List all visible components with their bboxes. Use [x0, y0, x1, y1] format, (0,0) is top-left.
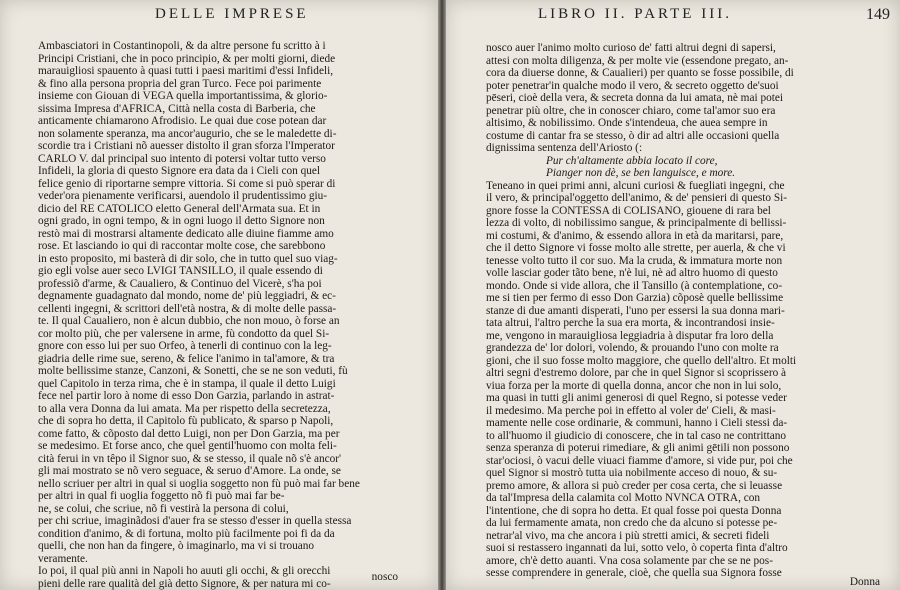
text-line: marauigliosi spauento à quasi tutti i paesi maritimi d'essi Infideli, — [38, 65, 334, 77]
text-line: grandezza de' lor dolori, volendo, & prouando l'uno con molte ra — [486, 342, 779, 354]
text-line: felice genio di riportarne sempre vittoria. Si come si può sperar di — [38, 177, 336, 190]
text-line: degnamente guadagnato dal mondo, nome de' più leggiadri, & ec- — [38, 290, 336, 302]
text-line: veramente. — [38, 552, 88, 565]
text-line: altri segni d'estremo dolore, par che in quel Signor si scoprissero à — [486, 367, 787, 379]
text-line: sissima Impresa d'AFRICA, Città nella costa di Barberia, che — [38, 102, 316, 115]
text-line: che di sopra ho detta, il Capitolo fù publicato, & sparso p Napoli, — [38, 415, 334, 427]
text-line: come fatto, & cõposto dal detto Luigi, non per Don Garzia, ma per — [38, 427, 340, 440]
text-line: penetrar più oltre, che in conoscer chiaro, come tal'amor suo era — [486, 104, 776, 117]
left-page — [0, 0, 438, 590]
text-line: Ambasciatori in Costantinopoli, & da altre persone fu scritto à i — [38, 40, 326, 52]
text-line: in esto proposito, mi basterà di dir solo, che in tutto quel suo viag- — [38, 252, 338, 265]
text-line: cellenti ingegni, & scrittori dell'età nostra, & di molte delle passa- — [38, 302, 337, 315]
text-line: stanze di due amanti disperati, l'uno per essersi la sua donna mari- — [486, 304, 785, 317]
text-line: scordie tra i Cristiani nõ auesser distolto il gran sforza l'Imperator — [38, 140, 335, 152]
text-line: Pur ch'altamente abbia locato il core, — [546, 154, 718, 167]
text-line: Principi Cristiani, che in poco principio, & per molti giorni, diede — [38, 52, 336, 65]
text-line: suoi si restassero ingannati da lui, sotto velo, ò coperta finta d'altro — [486, 542, 788, 554]
text-line: ne, se colui, che scriue, nõ fi vestirà la persona di colui, — [38, 502, 289, 515]
text-line: mamente nelle cose ordinarie, & communi, hanno i Cieli stessi da- — [486, 417, 788, 429]
text-line: amore, ch'è detto auanti. Vna cosa solamente par che se ne pos- — [486, 554, 773, 567]
text-line: giadria delle rime sue, sereno, & felice l'animo in tal'amore, & tra — [38, 352, 335, 365]
right-running-header: LIBRO II. PARTE III. — [538, 6, 732, 22]
text-line: quel Capitolo in terza rima, che è in stampa, il quale il detto Luigi — [38, 377, 336, 390]
text-line: da lui fermamente amata, non credo che da alcuno si potesse pe- — [486, 517, 778, 529]
page-number: 149 — [866, 6, 890, 23]
right-page-text — [486, 42, 871, 580]
text-line: veder'ora pienamente verificarsi, auendolo il prudentissimo giu- — [38, 190, 328, 202]
text-line: professiõ d'arme, & Caualiero, & Continuo del Vicerè, s'ha poi — [38, 277, 322, 290]
text-line: Pianger non dè, se ben languisce, e more. — [546, 167, 736, 179]
right-catchword: Donna — [849, 576, 880, 588]
text-line: quel Signor si mostrò tutta uia nobilmente acceso di nouo, & su- — [486, 467, 778, 479]
text-line: il medesimo. Ma perche poi in effetto al voler de' Cieli, & masi- — [486, 404, 776, 417]
text-line: gnore con esso lui per suo Orfeo, à tenerli di continuo con la leg- — [38, 340, 332, 352]
text-line: lezza di volto, di nobilissimo sangue, & principalmente di bellissi- — [486, 217, 787, 229]
text-line: te. Il qual Caualiero, non è alcun dubbio, che non mouo, ò forse an — [38, 315, 340, 327]
text-line: cor molto più, che per valersene in arme, fù condotto da quel Si- — [38, 327, 330, 340]
text-line: CARLO V. dal principal suo intento di potersi voltar tutto verso — [38, 152, 326, 165]
text-line: me si tien per fermo di esso Don Garzia) cõposè quelle bellissime — [486, 292, 784, 304]
text-line: che il detto Signore vi fosse molto alle strette, per auerla, & che vi — [486, 242, 786, 254]
text-line: condition d'animo, & di fortuna, molto più facilmente poi fi da da — [38, 527, 335, 540]
text-line: premo amore, & allora si può creder per cosa certa, che si leuasse — [486, 479, 783, 492]
text-line: volle lasciar goder tãto bene, n'è lui, nè ad altro huomo di questo — [486, 267, 778, 279]
text-line: ogni grado, in ogni tempo, & in ogni luogo il detto Signore non — [38, 215, 325, 227]
text-line: gioni, che il suo fosse molto maggiore, che quello dell'altro. Et molti — [486, 354, 797, 367]
text-line: gli mai mostrato se nõ vero seguace, & seruo d'Amore. La onde, se — [38, 465, 341, 477]
text-line: viua forza per la morte di quella donna, ancor che non in lui solo, — [486, 379, 782, 392]
text-line: Io poi, il qual più anni in Napoli ho auuti gli occhi, & gli orecchi — [38, 565, 331, 577]
text-line: sesse comprendere in generale, cioè, che quella sua Signora fosse — [486, 567, 782, 579]
text-line: senza speranza di poterui rimediare, & gli animi gētili non possono — [486, 442, 790, 454]
text-line: me, vengono in marauigliosa leggiadria à disputar fra loro della — [486, 329, 774, 342]
text-line: per chi scriue, imaginãdosi d'auer fra se stesso d'esser in quella stessa — [38, 515, 352, 527]
text-line: mi costumi, & d'animo, & essendo allora in età da maritarsi, pare, — [486, 229, 784, 242]
text-line: il vero, & principal'oggetto dell'animo, & de' pensieri di questo Si- — [486, 192, 788, 204]
text-line: anticamente chiamarono Afrodisio. Le quai due cose potean dar — [38, 115, 327, 127]
text-line: poter penetrar'in qualche modo il vero, & secreto oggetto de'suoi — [486, 79, 779, 92]
text-line: star'ociosi, ò vacui delle viuaci fiamme d'amore, si vide pur, poi che — [486, 454, 793, 467]
text-line: altisimo, & nobilissimo. Onde s'intendeua, che auea sempre in — [486, 117, 768, 129]
text-line: nello scriuer per altri in qual si uoglia soggetto non fù può mai far bene — [38, 477, 360, 490]
text-line: l'intentione, che di sopra ho detta. Et qual fosse poi questa Donna — [486, 504, 782, 517]
text-line: tata altrui, l'altro perche la sua era morta, & incontrandosi insie- — [486, 317, 775, 329]
text-line: to all'huomo il giudicio di conoscere, che in tal caso ne contrittano — [486, 429, 787, 442]
text-line: Teneano in quei primi anni, alcuni curiosi & fuegliati ingegni, che — [486, 179, 785, 192]
text-line: dicio del RE CATOLICO eletto General dell'Armata sua. Et in — [38, 202, 321, 215]
text-line: dignissima sentenza dell'Ariosto (: — [486, 142, 643, 154]
right-page — [446, 0, 900, 590]
text-line: molte bellissime stanze, Canzoni, & Sonetti, che se ne son veduti, fù — [38, 365, 348, 377]
text-line: fece nel partir loro à nome di esso Don Garzia, parlando in astrat- — [38, 390, 335, 402]
text-line: gnore fosse la CONTESSA di COLISANO, giouene di rara bel — [486, 204, 771, 217]
text-line: rose. Et lasciando io qui di raccontar molte cose, che sarebbono — [38, 240, 326, 252]
text-line: Infideli, la gloria di questo Signore era data da i Cieli con quel — [38, 165, 321, 177]
text-line: cora da diuerse donne, & Caualieri) per quanto se fosse possibile, di — [486, 67, 794, 79]
left-page-text — [38, 40, 408, 590]
text-line: netrar'al vivo, ma che ancora i più stretti amici, & secreti fideli — [486, 529, 770, 542]
text-line: se medesimo. Et forse anco, che quel gentil'huomo con molta feli- — [38, 440, 337, 452]
text-line: quelli, che non han da fingere, ò imaginarlo, ma vi si trouano — [38, 540, 315, 552]
left-running-header: DELLE IMPRESE — [155, 6, 309, 22]
text-line: pēseri, cioè della vera, & secreta donna da lui amata, nè mai potei — [486, 92, 784, 104]
text-line: attesi con molta diligenza, & per molte vie (essendone pregato, an- — [486, 54, 789, 67]
text-line: tenesse volto tutto il cor suo. Ma la cruda, & immatura morte non — [486, 254, 783, 267]
text-line: per altri in qual fi uoglia foggetto nõ fi può mai far be- — [38, 490, 285, 502]
text-line: ma quasi in tutti gli animi generosi di quel Regno, si potesse veder — [486, 392, 787, 404]
text-line: nosco auer l'animo molto curioso de' fatti altrui degni di sapersi, — [486, 42, 776, 54]
left-catchword: nosco — [371, 571, 398, 583]
book-gutter — [438, 0, 446, 590]
text-line: to alla vera Donna da lui amata. Ma per rispetto della secretezza, — [38, 402, 331, 415]
text-line: pieni delle rare qualità del già detto Signore, & per natura mi co- — [38, 577, 331, 590]
text-line: costume di cantar fra se stesso, ò dir ad altri alle occasioni quella — [486, 129, 780, 142]
text-line: & fino alla persona propria del gran Turco. Fece poi parimente — [38, 77, 322, 90]
text-line: restò mai di mostrarsi altamente dedicato alle diuine fiamme amo — [38, 227, 334, 240]
text-line: non solamente speranza, ma ancor'augurio, che se le maledette di- — [38, 127, 337, 140]
text-line: gio egli volse auer seco LVIGI TANSILLO, il quale essendo di — [38, 265, 323, 277]
text-line: da tal'Impresa della calamita col Motto NVNCA OTRA, con — [486, 492, 761, 504]
text-line: insieme con Giouan di VEGA quella importantissima, & glorio- — [38, 90, 328, 102]
text-line: cità ferui in vn têpo il Signor suo, & se stesso, il quale nõ s'è ancor' — [38, 452, 342, 465]
text-line: mondo. Onde si vide allora, che il Tansillo (à contemplatione, co- — [486, 279, 783, 292]
